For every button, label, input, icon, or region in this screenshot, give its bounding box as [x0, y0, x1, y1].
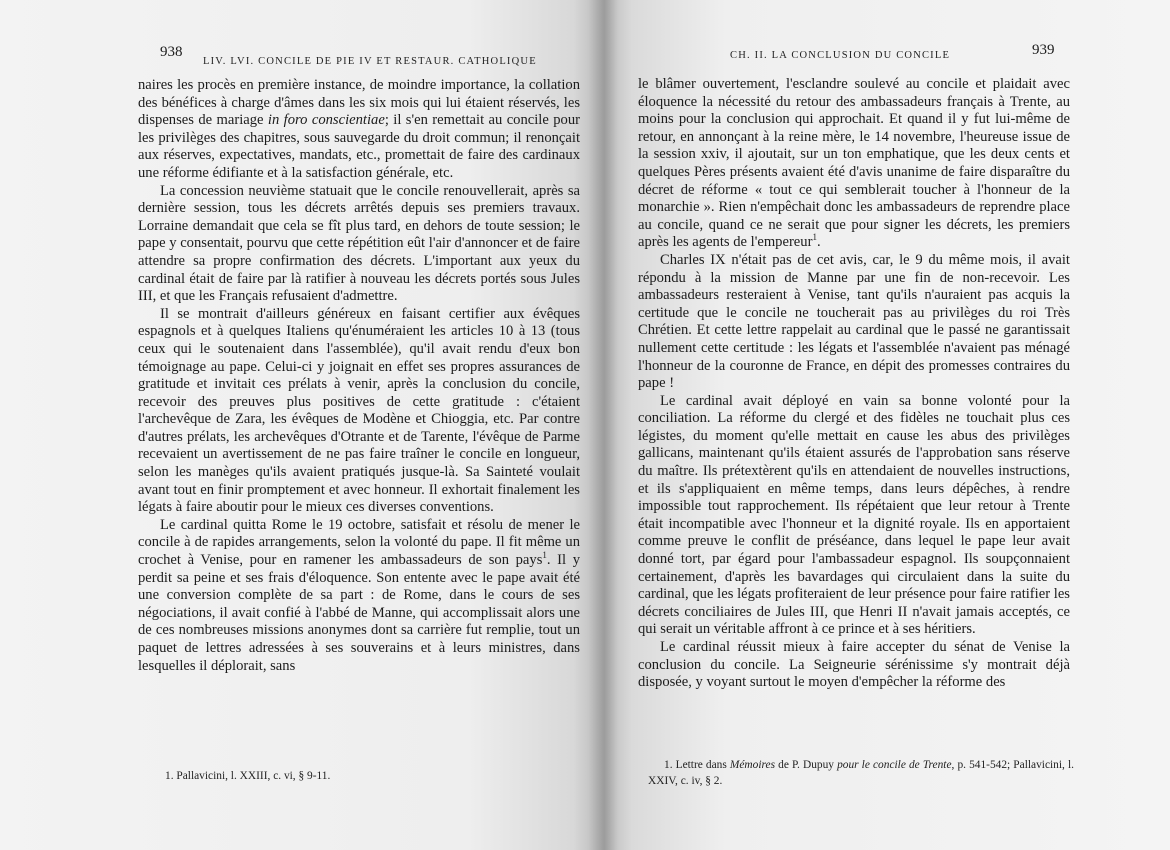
paragraph: Il se montrait d'ailleurs généreux en faisant certifier aux évêques espagnols et à quelques Italiens qu'énuméraient les articles 10 à 13 (tous ceux qui le soutenaient dans l'assemblée), qu'il avait rendu d'eux bon témoignage au pape. Celui-ci y joignait en effet ses propres assurances de gratitude et invitait ces prélats à venir, après la conclusion du concile, recevoir des preuves plus positives de cette gratitude : c'étaient l'archevêque de Zara, les évêques de Modène et Chioggia, etc. Par contre d'autres prélats, les archevêques d'Otrante et de Tarente, l'évêque de Parme recevaient un avertissement de ne pas faire traîner le concile en longueur, selon les manèges qu'ils avaient pratiqués jusque-là. Sa Sainteté voulait avant tout en finir promptement et avec honneur. Il exhortait finalement les légats à faire aboutir pour le mieux ces diverses conventions. [138, 305, 580, 516]
body-text [138, 77, 580, 675]
paragraph: Le cardinal avait déployé en vain sa bonne volonté pour la conciliation. La réforme du clergé et des fidèles ne touchait plus ces légistes, du moment qu'elle mettait en cause les abus des privilèges gallicans, maintenant qu'ils étaient assurés de l'approbation sans réserve du maître. Ils prétextèrent qu'ils en attendaient de nouvelles instructions, et ils s'appliquaient en même temps, dans leurs dépêches, à rendre impossible tout rapprochement. Ils répétaient que leur retour à Trente était incompatible avec l'honneur et la dignité royale. Ils en apportaient comme preuve le conflit de préséance, dans lequel le pape leur avait donné tort, par égard pour l'ambassadeur espagnol. Ils soupçonnaient certainement, d'après les bavardages qui circulaient dans la suite du cardinal, que les légats profiteraient de leur présence pour faire ratifier les décrets conciliaires de Jules III, que Henri II n'avait jamais acceptés, ce qui serait un véritable affront à ce prince et à ses héritiers. [638, 392, 1070, 638]
paragraph: La concession neuvième statuait que le concile renouvellerait, après sa dernière session, tous les décrets arrêtés depuis ses premiers travaux. Lorraine demandait que cela se fît plus tard, en dehors de toute session; le pape y consentait, pourvu que cette répétition eût l'air d'annoncer et de faire attendre sa propre confirmation des décrets. L'important aux yeux du cardinal était de faire par là ratifier à nouveau les décrets portés sous Jules III, et que les Français refusaient d'admettre. [138, 182, 580, 305]
paragraph [138, 77, 580, 183]
footnote-marker: 1 [542, 550, 547, 561]
footnote [648, 757, 1074, 789]
paragraph [638, 76, 1070, 252]
text-run: 1. Lettre dans [664, 759, 730, 771]
paragraph: Charles IX n'était pas de cet avis, car, le 9 du même mois, il avait répondu à la mission de Manne par une fin de non-recevoir. Les ambassadeurs resteraient à Venise, tant qu'ils n'auraient pas acquis la certitude que le concile ne toucherait pas au privilèges du roi Très Chrétien. Et cette lettre rappelait au cardinal que le passé ne garantissait nullement cette certitude : les légats et l'assemblée n'avaient pas ménagé l'honneur de la couronne de France, en dépit des promesses contraires du pape ! [638, 251, 1070, 392]
paragraph: Le cardinal réussit mieux à faire accepter du sénat de Venise la conclusion du concile. La Seigneurie sérénissime s'y montrait déjà disposée, y voyant surtout le moyen d'empêcher la réforme des [638, 639, 1070, 691]
text-run: . [816, 234, 821, 251]
text-run: Le cardinal quitta Rome le 19 octobre, satisfait et résolu de mener le concile à de rapides arrangements, selon la volonté du pape. Il fit même un crochet à Venise, pour en ramener les ambassadeurs de son pays [138, 516, 580, 569]
body-text [638, 76, 1070, 692]
running-head: CH. II. LA CONCLUSION DU CONCILE [730, 50, 951, 61]
italic-text: pour le concile de Trente [837, 759, 952, 771]
text-run: de P. Dupuy [775, 759, 838, 771]
footnote-marker: 1 [812, 232, 817, 243]
text-run: . Il y perdit sa peine et ses frais d'éloquence. Son entente avec le pape avait été une conversion complète de sa part : de Rome, dans le cours de ses négociations, il avait confié à l'abbé de Manne, qui accomplissait alors une de ces nombreuses missions anonymes dont sa carrière fut remplie, tout un paquet de lettres adressées à ses souverains et à leurs ministres, dans lesquelles il déplorait, sans [138, 552, 580, 674]
text-run: , p. 541-542; Pallavicini, l. XXIV, c. iv, § 2. [648, 759, 1074, 787]
text-run: ; il s'en remettait au concile pour les privilèges des chapitres, sous sauvegarde du droit commun; il renonçait aux réserves, expectatives, mandats, etc., promettait de faire des cardinaux une réforme édifiante et à la satisfaction générale, etc. [138, 112, 580, 181]
text-run: le blâmer ouvertement, l'esclandre soulevé au concile et plaidait avec éloquence la nécessité du retour des ambassadeurs français à Trente, au moins pour la conclusion qui approchait. Et quand il y fut lui-même de retour, en annonçant à la reine mère, le 14 novembre, l'heureuse issue de la session xxiv, il ajoutait, sur un ton emphatique, que les deux cents et quelques Pères présents avaient été d'avis unanime de faire disparaître du décret de réforme « tout ce qui semblerait toucher à l'honneur de la monarchie ». Rien n'empêchait donc les ambassadeurs de reprendre place au concile, quand ce ne serait que pour signer les décrets, les premiers après les agents de l'empereur [638, 76, 1070, 251]
page-number: 938 [160, 44, 183, 60]
text-run: naires les procès en première instance, de moindre importance, la collation des bénéfices à charge d'âmes dans les six mois qui lui étaient réservés, les dispenses de mariage [138, 77, 580, 129]
italic-text: Mémoires [729, 759, 776, 771]
page-number: 939 [1032, 42, 1055, 58]
paragraph [138, 517, 580, 675]
italic-text: in foro conscientiae [267, 112, 385, 129]
footnote: 1. Pallavicini, l. XXIII, c. vi, § 9-11. [165, 770, 331, 782]
right-page [608, 0, 1170, 850]
running-head: LIV. LVI. CONCILE DE PIE IV ET RESTAUR. CATHOLIQUE [203, 56, 537, 67]
